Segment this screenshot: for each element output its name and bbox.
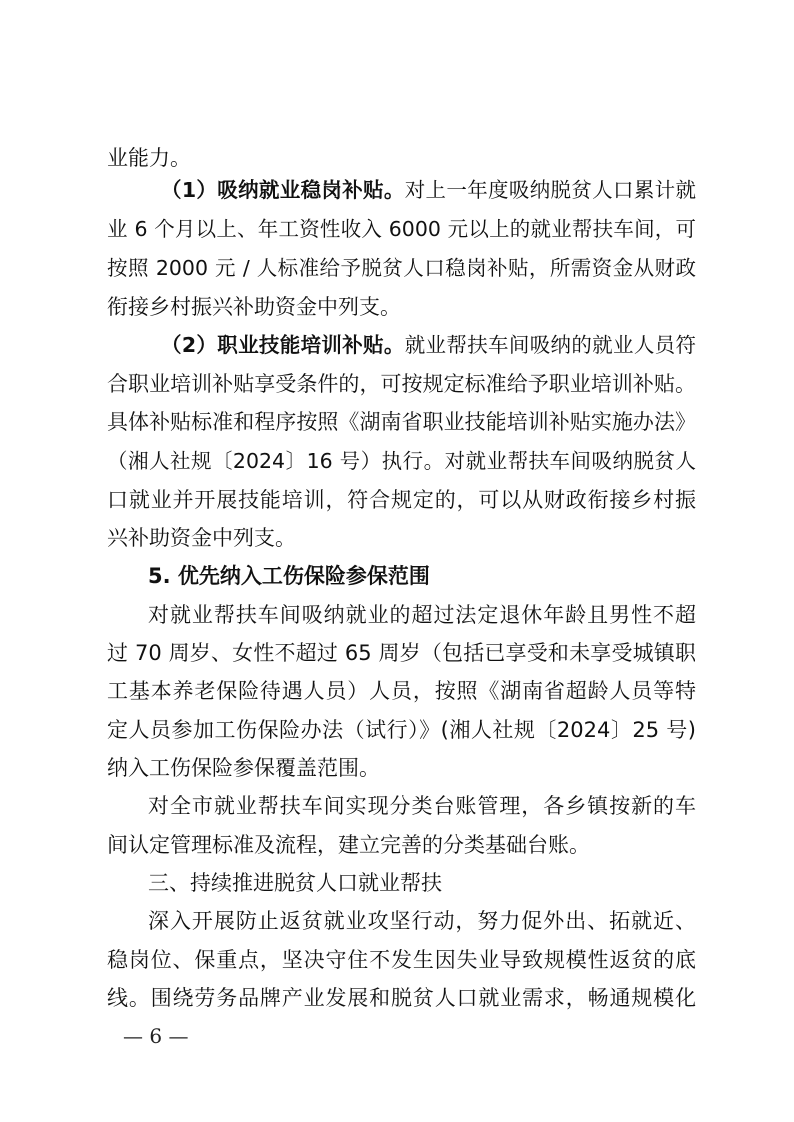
text-line (107, 523, 296, 553)
text-line (148, 906, 696, 936)
text-line (107, 369, 696, 399)
line-text: 对就业帮扶车间吸纳就业的超过法定退休年龄且男性不超 (148, 603, 696, 627)
line-text: 按照 2000 元 / 人标准给予脱贫人口稳岗补贴，所需资金从财政 (107, 256, 696, 280)
text-line (107, 676, 696, 706)
text-line (107, 292, 401, 322)
text-line (107, 715, 696, 745)
line-text: 业 6 个月以上、年工资性收入 6000 元以上的就业帮扶车间，可 (107, 217, 696, 241)
text-line (107, 446, 696, 476)
text-line (148, 791, 696, 821)
text-line (107, 407, 696, 437)
line-text: （湘人社规〔2024〕16 号）执行。对就业帮扶车间吸纳脱贫人 (107, 449, 696, 473)
line-text: 具体补贴标准和程序按照《湖南省职业技能培训补贴实施办法》 (107, 410, 696, 434)
line-text: 工基本养老保险待遇人员）人员，按照《湖南省超龄人员等特 (107, 679, 696, 703)
line-text: 对全市就业帮扶车间实现分类台账管理，各乡镇按新的车 (148, 794, 696, 818)
bold-heading: （2）职业技能培训补贴。 (161, 333, 405, 357)
text-line (107, 214, 696, 244)
line-text: 线。围绕劳务品牌产业发展和脱贫人口就业需求，畅通规模化 (107, 986, 696, 1010)
line-text: 过 70 周岁、女性不超过 65 周岁（包括已享受和未享受城镇职 (107, 641, 696, 665)
line-text: 就业帮扶车间吸纳的就业人员符 (404, 333, 696, 357)
text-line (107, 945, 696, 975)
line-text: 对上一年度吸纳脱贫人口累计就 (404, 178, 696, 202)
line-text: 衔接乡村振兴补助资金中列支。 (107, 295, 401, 319)
line-text: 深入开展防止返贫就业攻坚行动，努力促外出、拓就近、 (148, 909, 696, 933)
text-line (107, 638, 696, 668)
text-line (148, 600, 696, 630)
line-text: 口就业并开展技能培训，符合规定的，可以从财政衔接乡村振 (107, 488, 696, 512)
text-line (161, 175, 696, 205)
line-text: 三、持续推进脱贫人口就业帮扶 (148, 871, 442, 895)
text-line (107, 485, 696, 515)
line-text: 间认定管理标准及流程，建立完善的分类基础台账。 (107, 833, 590, 857)
bold-heading: 5. 优先纳入工伤保险参保范围 (148, 564, 430, 588)
line-text: 稳岗位、保重点，坚决守住不发生因失业导致规模性返贫的底 (107, 948, 696, 972)
text-line (107, 253, 696, 283)
text-line (148, 561, 430, 591)
bold-heading: （1）吸纳就业稳岗补贴。 (161, 178, 405, 202)
line-text: 业能力。 (107, 146, 191, 170)
line-text: 定人员参加工伤保险办法（试行）》(湘人社规〔2024〕25 号) (107, 718, 696, 742)
text-line (107, 983, 696, 1013)
line-text: 兴补助资金中列支。 (107, 526, 296, 550)
text-line (107, 143, 191, 173)
page-number: — 6 — (123, 1024, 189, 1048)
text-line (161, 330, 696, 360)
line-text: 合职业培训补贴享受条件的，可按规定标准给予职业培训补贴。 (107, 372, 696, 396)
text-line (107, 753, 380, 783)
text-line (148, 868, 442, 898)
line-text: 纳入工伤保险参保覆盖范围。 (107, 756, 380, 780)
text-line (107, 830, 590, 860)
